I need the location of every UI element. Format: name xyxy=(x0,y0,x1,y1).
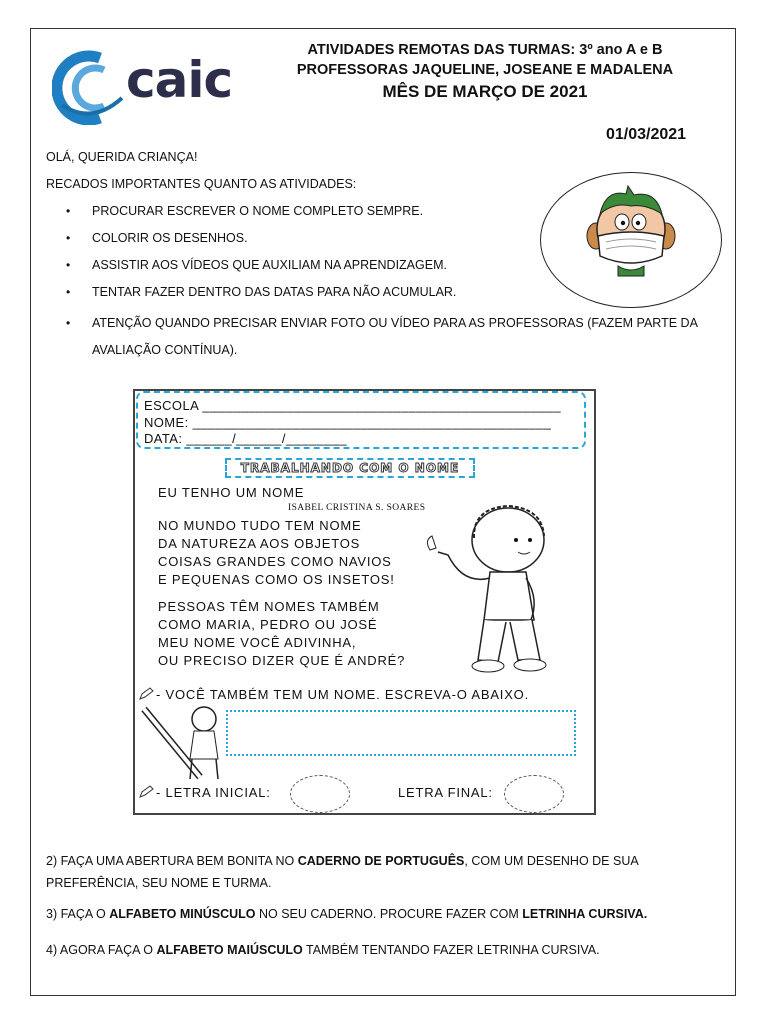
data-field: DATA: ______/______/________ xyxy=(144,431,347,446)
poem-line: OU PRECISO DIZER QUE É ANDRÉ? xyxy=(158,653,406,668)
date: 01/03/2021 xyxy=(606,126,687,143)
header-line-2: PROFESSORAS JAQUELINE, JOSEANE E MADALENA xyxy=(296,62,674,78)
q3-bold-end: LETRINHA CURSIVA. xyxy=(522,907,648,921)
escola-field: ESCOLA _______________________________________________ xyxy=(144,398,562,413)
header-line-3: MÊS DE MARÇO DE 2021 xyxy=(382,82,588,101)
header-line-1: ATIVIDADES REMOTAS DAS TURMAS: 3º ano A e B xyxy=(307,42,663,58)
list-item: • ATENÇÃO QUANDO PRECISAR ENVIAR FOTO OU VÍDEO PARA AS PROFESSORAS (FAZEM PARTE DA AVALIAÇÃO CONTÍNUA). xyxy=(66,310,731,364)
letra-inicial-label: - LETRA INICIAL: xyxy=(156,785,271,800)
nome-field: NOME: _______________________________________________ xyxy=(144,415,552,430)
name-writing-box xyxy=(226,710,576,756)
logo-text: caic xyxy=(126,51,233,109)
list-item: • ASSISTIR AOS VÍDEOS QUE AUXILIAM NA APRENDIZAGEM. xyxy=(66,256,731,274)
poem-line: COISAS GRANDES COMO NAVIOS xyxy=(158,554,392,569)
list-item: • COLORIR OS DESENHOS. xyxy=(66,229,731,247)
q3-text: 3) FAÇA O xyxy=(46,907,110,921)
masked-boy-icon xyxy=(586,184,676,284)
letra-inicial-circle xyxy=(290,775,350,813)
poem-line: COMO MARIA, PEDRO OU JOSÉ xyxy=(158,617,378,632)
boy-drawing-icon xyxy=(418,500,568,675)
q4-bold: ALFABETO MAIÚSCULO xyxy=(156,943,303,957)
question-2 xyxy=(46,850,716,894)
pencil-icon xyxy=(138,785,154,799)
poem-line: PESSOAS TÊM NOMES TAMBÉM xyxy=(158,599,380,614)
poem-author: ISABEL CRISTINA S. SOARES xyxy=(288,503,426,513)
letra-final-label: LETRA FINAL: xyxy=(398,785,493,800)
q2-text: 2) FAÇA UMA ABERTURA BEM BONITA NO xyxy=(46,854,298,868)
worksheet-image xyxy=(130,385,600,819)
list-item: • TENTAR FAZER DENTRO DAS DATAS PARA NÃO ACUMULAR. xyxy=(66,283,731,301)
greeting: OLÁ, QUERIDA CRIANÇA! xyxy=(46,150,198,164)
letra-final-circle xyxy=(504,775,564,813)
worksheet-title: TRABALHANDO COM O NOME xyxy=(225,458,475,478)
q2-text-end: , COM UM DESENHO DE SUA PREFERÊNCIA, SEU NOME E TURMA. xyxy=(46,854,639,890)
question-4 xyxy=(46,939,716,961)
q2-bold: CADERNO DE PORTUGUÊS xyxy=(297,854,465,868)
list-item: • PROCURAR ESCREVER O NOME COMPLETO SEMPRE. xyxy=(66,202,731,220)
notices-title: RECADOS IMPORTANTES QUANTO AS ATIVIDADES: xyxy=(46,177,357,191)
worksheet-instruction: - VOCÊ TAMBÉM TEM UM NOME. ESCREVA-O ABAIXO. xyxy=(156,687,530,702)
pencil-icon xyxy=(138,687,154,701)
poem-line: DA NATUREZA AOS OBJETOS xyxy=(158,536,361,551)
poem-line: MEU NOME VOCÊ ADIVINHA, xyxy=(158,635,357,650)
boy-with-pencil-icon xyxy=(138,703,228,783)
q4-text: 4) AGORA FAÇA O xyxy=(46,943,157,957)
q4-text-end: TAMBÉM TENTANDO FAZER LETRINHA CURSIVA. xyxy=(302,943,600,957)
question-3 xyxy=(46,903,716,925)
poem-line: NO MUNDO TUDO TEM NOME xyxy=(158,518,362,533)
poem-line: E PEQUENAS COMO OS INSETOS! xyxy=(158,572,395,587)
q3-text-mid: NO SEU CADERNO. PROCURE FAZER COM xyxy=(255,907,523,921)
poem-line: EU TENHO UM NOME xyxy=(158,485,305,500)
q3-bold: ALFABETO MINÚSCULO xyxy=(109,907,256,921)
